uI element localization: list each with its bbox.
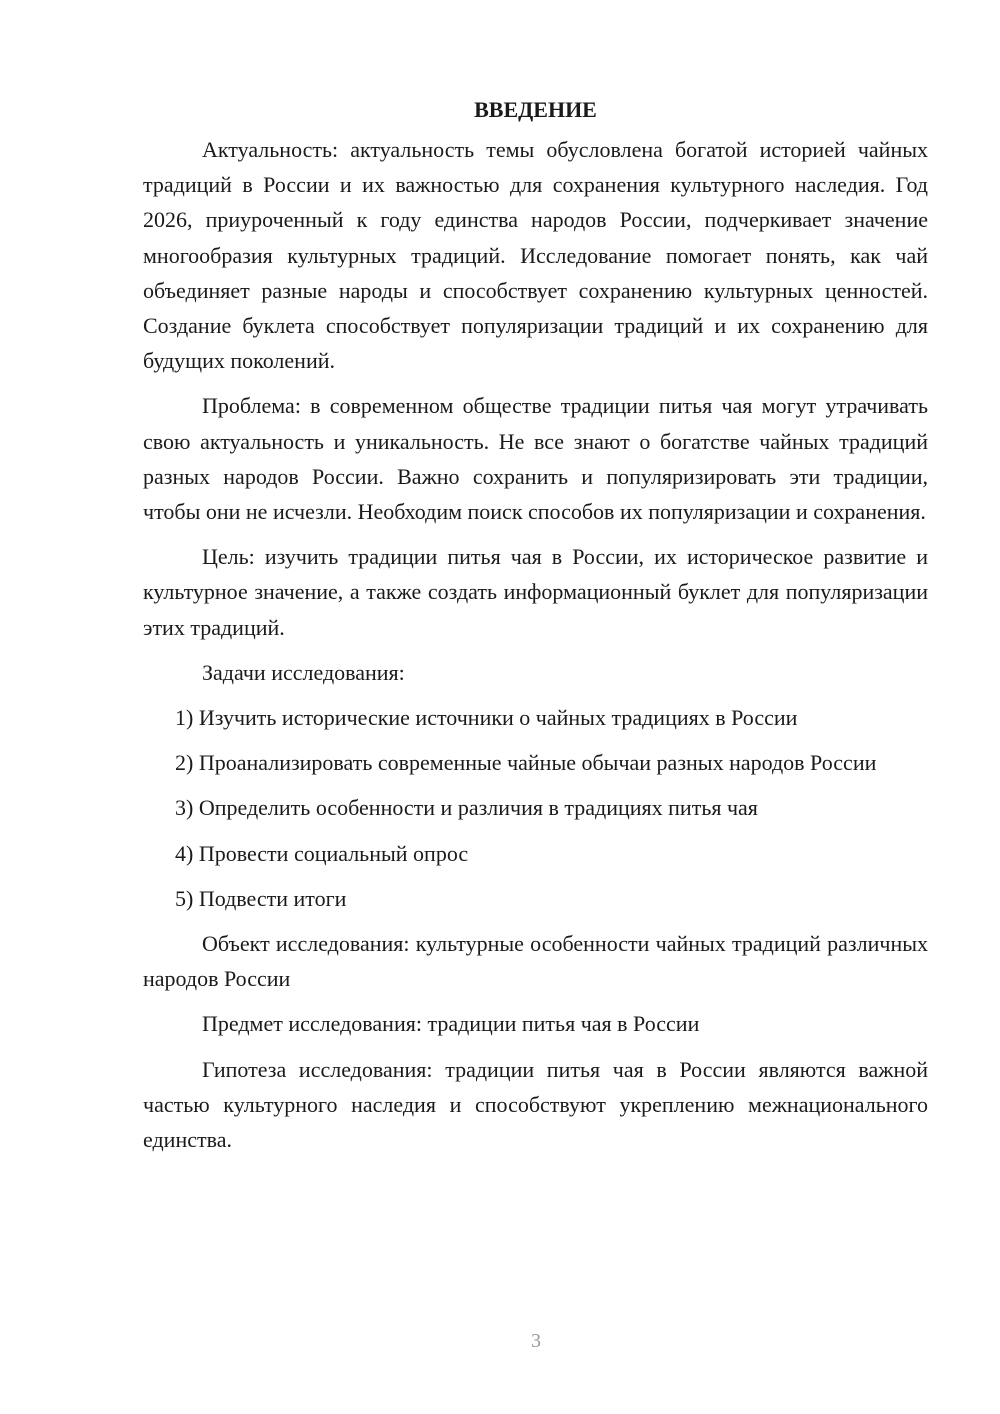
list-item-task-1: 1) Изучить исторические источники о чайных традициях в России — [175, 705, 798, 731]
document-page — [143, 92, 928, 1167]
paragraph-relevance: Актуальность: актуальность темы обусловлена богатой историей чайных традиций в России и их важностью для сохранения культурного наследия. Год 2026, приуроченный к году единства народов России, подчеркивает значение многообразия культурных традиций. Исследование помогает понять, как чай объединяет разные народы и способствует сохранению культурных ценностей. Создание буклета способствует популяризации традиций и их сохранению для будущих поколений. — [143, 137, 928, 374]
tasks-heading: Задачи исследования: — [202, 659, 405, 685]
list-item-task-3: 3) Определить особенности и различия в традициях питья чая — [175, 795, 758, 821]
list-item-task-5: 5) Подвести итоги — [175, 885, 347, 911]
paragraph-object: Объект исследования: культурные особенности чайных традиций различных народов России — [143, 931, 928, 992]
paragraph-hypothesis: Гипотеза исследования: традиции питья чая в России являются важной частью культурного наследия и способствуют укреплению межнационального единства. — [143, 1056, 928, 1153]
paragraph-goal: Цель: изучить традиции питья чая в России, их историческое развитие и культурное значение, а также создать информационный буклет для популяризации этих традиций. — [143, 544, 928, 640]
paragraph-problem: Проблема: в современном обществе традиции питья чая могут утрачивать свою актуальность и уникальность. Не все знают о богатстве чайных традиций разных народов России. Важно сохранить и популяризировать эти традиции, чтобы они не исчезли. Необходим поиск способов их популяризации и сохранения. — [143, 393, 928, 525]
section-title: ВВЕДЕНИЕ — [474, 97, 597, 122]
list-item-task-2: 2) Проанализировать современные чайные обычаи разных народов России — [175, 750, 877, 776]
page-number: 3 — [531, 1330, 541, 1352]
paragraph-subject: Предмет исследования: традиции питья чая в России — [202, 1011, 700, 1037]
list-item-task-4: 4) Провести социальный опрос — [175, 840, 469, 866]
